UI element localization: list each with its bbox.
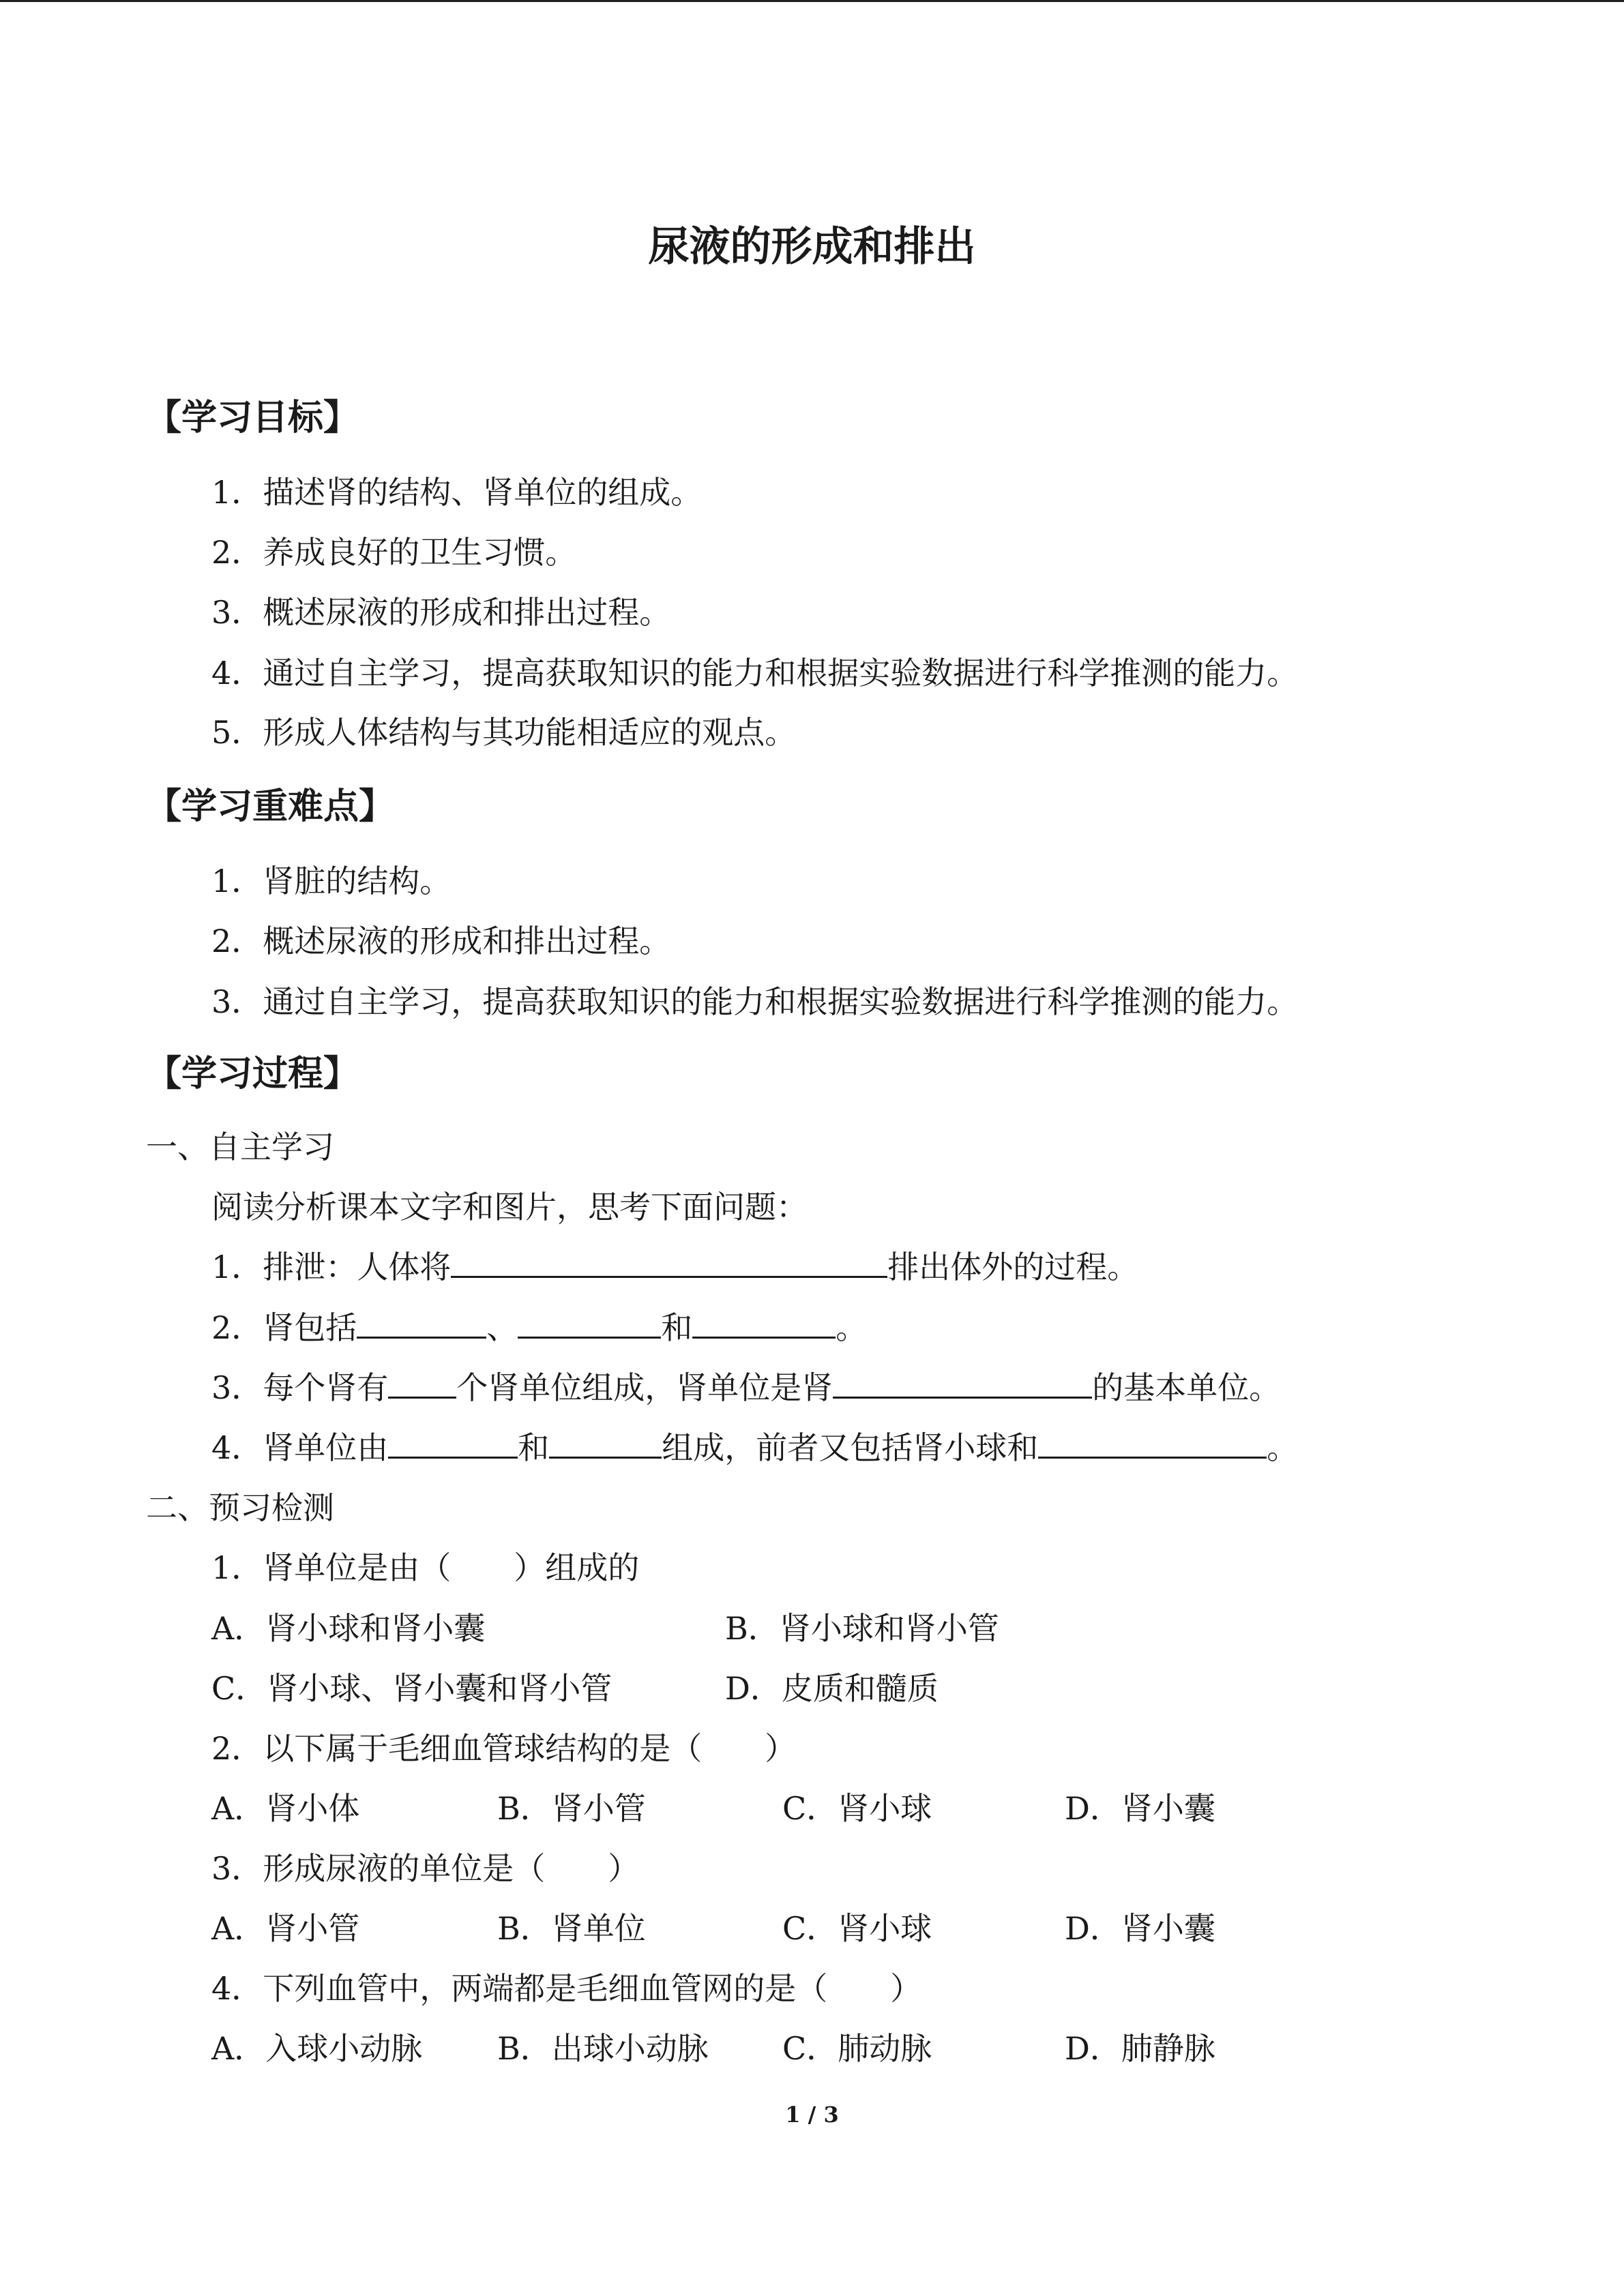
question-text: 1．排泄：人体将 [211, 1249, 452, 1285]
self-study-title: 一、自主学习 [146, 1129, 334, 1165]
answer-blank[interactable] [833, 1369, 1092, 1399]
key-points-heading: 【学习重难点】 [146, 786, 395, 827]
key-point-item: 3．通过自主学习，提高获取知识的能力和根据实验数据进行科学推测的能力。 [211, 983, 1299, 1020]
question-text: 个肾单位组成，肾单位是肾 [456, 1369, 833, 1406]
question-text: 。 [1267, 1429, 1299, 1466]
mc-question-stem: 4．下列血管中，两端都是毛细血管网的是（ ） [211, 1970, 922, 2007]
preview-title: 二、预习检测 [146, 1489, 334, 1526]
fill-question-3 [211, 1369, 1280, 1407]
option-c[interactable]: C．肺动脉 [782, 2030, 932, 2067]
option-d[interactable]: D．肾小囊 [1065, 1790, 1215, 1827]
answer-blank[interactable] [388, 1429, 518, 1459]
option-d[interactable]: D．肺静脉 [1065, 2030, 1215, 2067]
objective-item: 2．养成良好的卫生习惯。 [211, 534, 577, 571]
answer-blank[interactable] [518, 1309, 661, 1339]
question-text: 的基本单位。 [1092, 1369, 1281, 1406]
objective-item: 5．形成人体结构与其功能相适应的观点。 [211, 714, 797, 751]
option-a[interactable]: A．肾小管 [211, 1910, 360, 1947]
objective-item: 1．描述肾的结构、肾单位的组成。 [211, 474, 703, 511]
option-d[interactable]: D．皮质和髓质 [725, 1670, 939, 1707]
option-c[interactable]: C．肾小球 [782, 1910, 932, 1947]
answer-blank[interactable] [357, 1309, 486, 1339]
process-heading: 【学习过程】 [146, 1054, 359, 1094]
answer-blank[interactable] [692, 1309, 836, 1339]
answer-blank[interactable] [388, 1369, 456, 1399]
mc-question-stem: 1．肾单位是由（ ）组成的 [211, 1549, 640, 1586]
fill-question-1 [211, 1249, 1138, 1286]
mc-question-stem: 2．以下属于毛细血管球结构的是（ ） [211, 1730, 797, 1767]
question-text: 和 [661, 1309, 693, 1346]
objective-item: 4．通过自主学习，提高获取知识的能力和根据实验数据进行科学推测的能力。 [211, 655, 1299, 691]
option-a[interactable]: A．肾小球和肾小囊 [211, 1610, 486, 1647]
question-text: 排出体外的过程。 [887, 1249, 1139, 1285]
question-text: 和 [518, 1429, 550, 1466]
page-title: 尿液的形成和排出 [648, 223, 976, 271]
key-point-item: 2．概述尿液的形成和排出过程。 [211, 923, 671, 959]
option-d[interactable]: D．肾小囊 [1065, 1910, 1215, 1947]
option-b[interactable]: B．肾小管 [497, 1790, 646, 1827]
self-study-intro: 阅读分析课本文字和图片，思考下面问题： [211, 1189, 808, 1225]
option-b[interactable]: B．肾小球和肾小管 [725, 1610, 999, 1647]
question-text: 4．肾单位由 [211, 1429, 389, 1466]
objectives-heading: 【学习目标】 [146, 398, 359, 438]
option-b[interactable]: B．肾单位 [497, 1910, 646, 1947]
fill-question-2 [211, 1309, 867, 1347]
option-b[interactable]: B．出球小动脉 [497, 2030, 709, 2067]
question-text: 。 [836, 1309, 868, 1346]
fill-question-4 [211, 1429, 1298, 1467]
question-text: 3．每个肾有 [211, 1369, 389, 1406]
answer-blank[interactable] [1038, 1429, 1267, 1459]
question-text: 2．肾包括 [211, 1309, 357, 1346]
top-border [0, 0, 1624, 2]
mc-question-stem: 3．形成尿液的单位是（ ） [211, 1850, 640, 1887]
question-text: 组成，前者又包括肾小球和 [662, 1429, 1039, 1466]
page-number: 1 / 3 [785, 2102, 839, 2128]
answer-blank[interactable] [451, 1249, 887, 1278]
option-c[interactable]: C．肾小球 [782, 1790, 932, 1827]
option-a[interactable]: A．肾小体 [211, 1790, 360, 1827]
option-a[interactable]: A．入球小动脉 [211, 2030, 423, 2067]
answer-blank[interactable] [549, 1429, 662, 1459]
option-c[interactable]: C．肾小球、肾小囊和肾小管 [211, 1670, 612, 1707]
objective-item: 3．概述尿液的形成和排出过程。 [211, 594, 671, 631]
question-text: 、 [486, 1309, 518, 1346]
key-point-item: 1．肾脏的结构。 [211, 863, 452, 899]
